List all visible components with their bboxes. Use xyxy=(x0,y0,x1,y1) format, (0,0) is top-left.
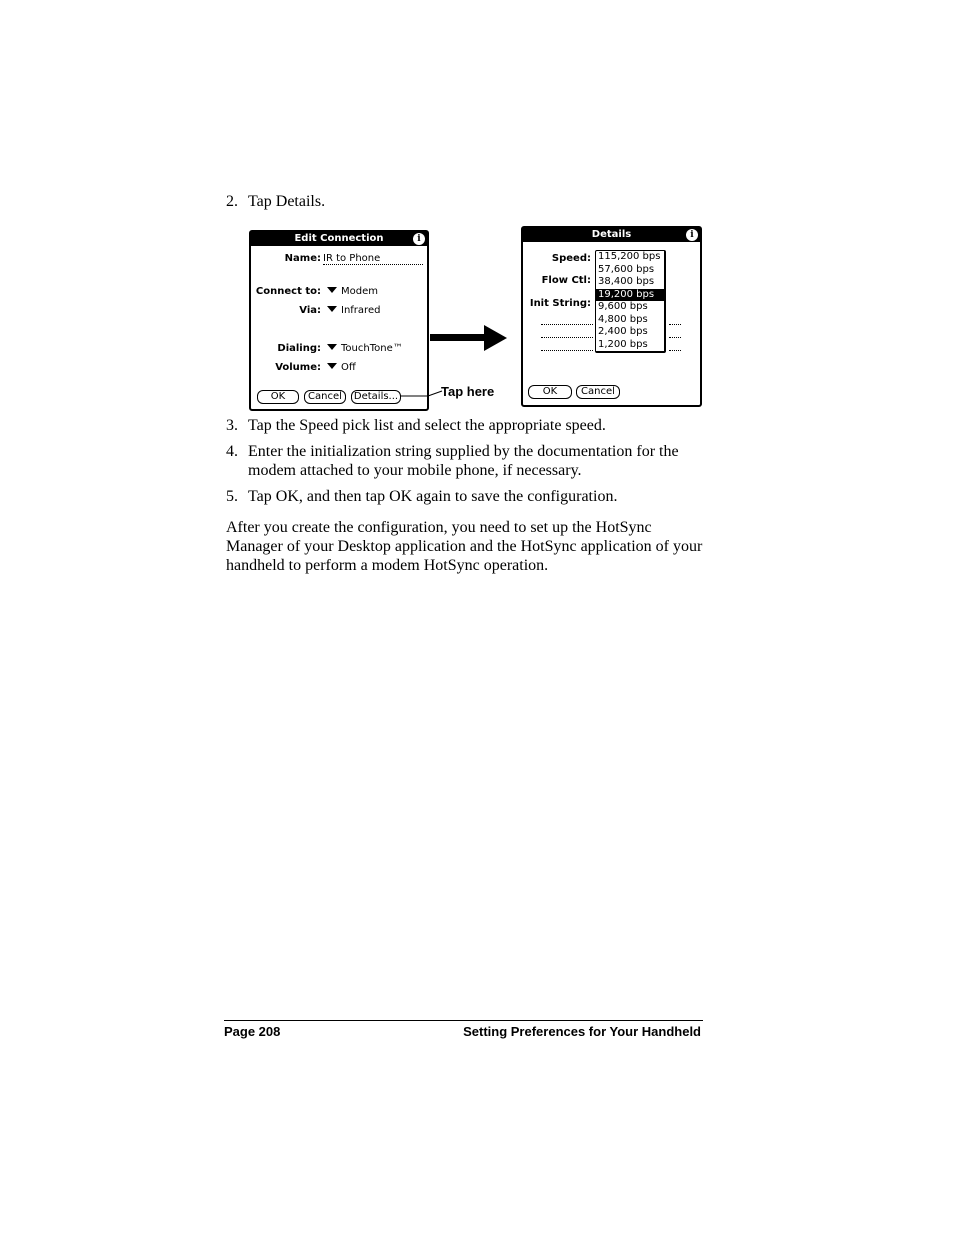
page-number: Page 208 xyxy=(224,1024,281,1039)
via-value: Infrared xyxy=(341,305,381,316)
step-number: 3. xyxy=(226,417,238,434)
right-arrow-icon xyxy=(430,324,508,352)
via-picker[interactable] xyxy=(327,305,380,316)
tap-here-callout: Tap here xyxy=(441,384,495,399)
speed-pick-list[interactable] xyxy=(595,250,666,353)
init-string-line-2-end xyxy=(669,337,681,338)
step-number: 5. xyxy=(226,488,238,505)
speed-option[interactable]: 9,600 bps xyxy=(598,301,648,312)
init-string-line-1[interactable] xyxy=(541,324,593,325)
step-text: Enter the initialization string supplied by the documentation for the modem attached to your mobile phone, if necessary. xyxy=(248,443,679,479)
flow-ctl-label: Flow Ctl: xyxy=(541,275,591,286)
speed-option[interactable]: 2,400 bps xyxy=(598,326,648,337)
init-string-label: Init String: xyxy=(529,298,591,309)
ok-button[interactable]: OK xyxy=(257,390,299,404)
details-button[interactable]: Details... xyxy=(351,390,401,404)
dropdown-arrow-icon xyxy=(327,287,337,293)
step-number: 4. xyxy=(226,443,238,460)
details-title: Details xyxy=(523,228,700,242)
body-paragraph: After you create the configuration, you need to set up the HotSync Manager of your Desktop application and the HotSync application of your handheld to perform a modem HotSync operation. xyxy=(226,519,703,574)
volume-label: Volume: xyxy=(275,362,321,373)
init-string-line-1-end xyxy=(669,324,681,325)
info-icon[interactable]: i xyxy=(686,229,698,241)
section-title: Setting Preferences for Your Handheld xyxy=(463,1024,701,1039)
callout-line xyxy=(398,385,446,401)
step-text: Tap OK, and then tap OK again to save the configuration. xyxy=(248,488,618,505)
details-screen xyxy=(521,226,702,407)
volume-picker[interactable] xyxy=(327,362,356,373)
volume-value: Off xyxy=(341,362,356,373)
step-text: Tap the Speed pick list and select the appropriate speed. xyxy=(248,417,606,434)
footer-rule xyxy=(224,1020,703,1021)
connect-to-label: Connect to: xyxy=(255,286,321,297)
step-number: 2. xyxy=(226,193,238,210)
speed-label: Speed: xyxy=(551,253,591,264)
speed-option[interactable]: 19,200 bps xyxy=(596,289,664,302)
name-label: Name: xyxy=(284,253,321,264)
ok-button[interactable]: OK xyxy=(528,385,572,399)
init-string-line-3-end xyxy=(669,350,681,351)
dropdown-arrow-icon xyxy=(327,306,337,312)
speed-option[interactable]: 4,800 bps xyxy=(598,313,648,325)
dialing-label: Dialing: xyxy=(277,343,321,354)
speed-option[interactable]: 38,400 bps xyxy=(598,276,655,287)
info-icon[interactable]: i xyxy=(413,233,425,245)
step-text: Tap Details. xyxy=(248,193,326,210)
dropdown-arrow-icon xyxy=(327,344,337,350)
connect-to-picker[interactable] xyxy=(327,286,378,297)
speed-option[interactable]: 57,600 bps xyxy=(598,263,655,275)
cancel-button[interactable]: Cancel xyxy=(576,385,620,399)
connect-to-value: Modem xyxy=(341,286,378,297)
via-label: Via: xyxy=(299,305,321,316)
init-string-line-3[interactable] xyxy=(541,350,593,351)
dialing-picker[interactable] xyxy=(327,343,403,354)
cancel-button[interactable]: Cancel xyxy=(304,390,346,404)
init-string-line-2[interactable] xyxy=(541,337,593,338)
speed-option[interactable]: 1,200 bps xyxy=(598,338,648,350)
name-field[interactable]: IR to Phone xyxy=(323,253,423,265)
dialing-value: TouchTone™ xyxy=(341,343,403,354)
edit-connection-title: Edit Connection xyxy=(251,232,427,246)
dropdown-arrow-icon xyxy=(327,363,337,369)
speed-option[interactable]: 115,200 bps xyxy=(598,251,661,262)
edit-connection-screen xyxy=(249,230,429,411)
